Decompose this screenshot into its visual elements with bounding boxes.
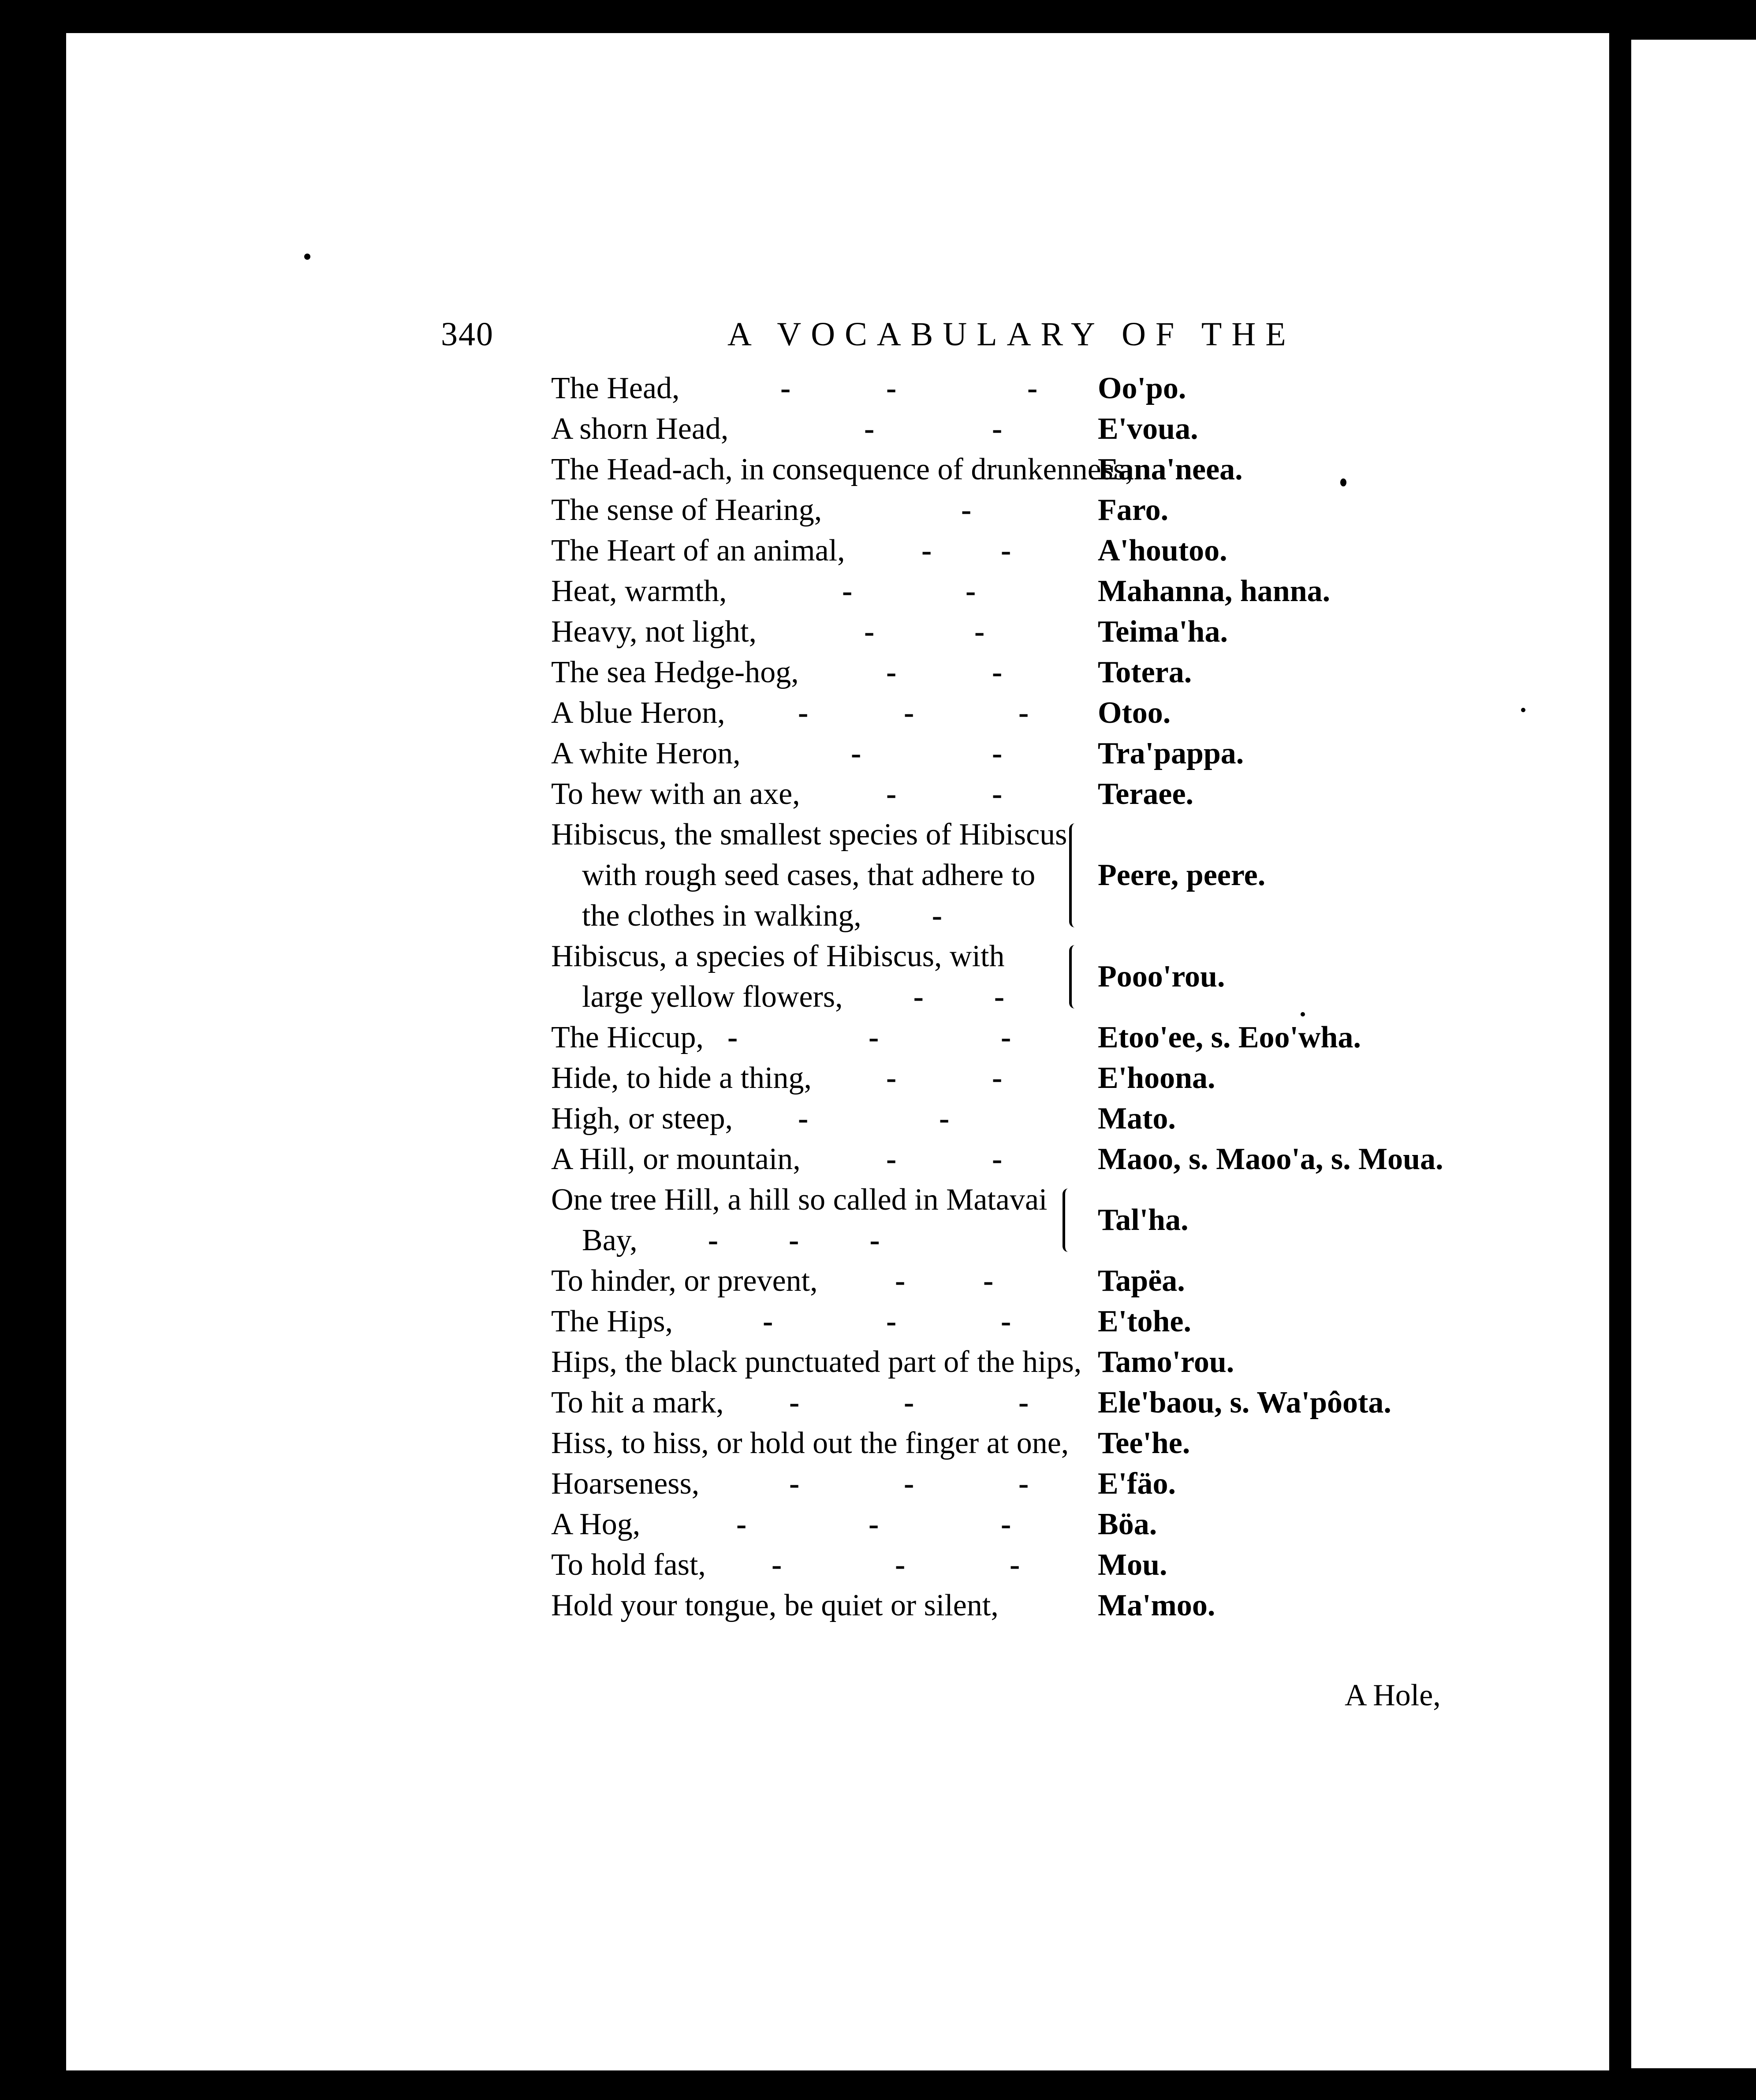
english-term: To hew with an axe, bbox=[551, 777, 800, 811]
english-term: A white Heron, bbox=[551, 736, 741, 770]
ink-speck bbox=[1521, 708, 1525, 712]
tahitian-term: Ma'moo. bbox=[1098, 1588, 1215, 1622]
tahitian-term: Tamo'rou. bbox=[1098, 1345, 1234, 1379]
ink-speck bbox=[304, 254, 310, 260]
english-term: A blue Heron, bbox=[551, 696, 725, 730]
english-term-line: Bay, - - - bbox=[582, 1223, 880, 1257]
list-item bbox=[551, 1342, 1477, 1383]
list-item: Heat, warmth, - - Mahanna, hanna. bbox=[551, 571, 1477, 612]
tahitian-term: Otoo. bbox=[1098, 696, 1171, 730]
brace bbox=[1069, 823, 1081, 927]
english-term-line: Hibiscus, the smallest species of Hibiscus bbox=[551, 818, 1067, 852]
list-item: High, or steep, - - Mato. bbox=[551, 1099, 1477, 1139]
list-item: The Hiccup, - - - Etoo'ee, s. Eoo'wha. bbox=[551, 1017, 1477, 1058]
list-item: A blue Heron, - - - Otoo. bbox=[551, 693, 1477, 733]
english-term: Hide, to hide a thing, bbox=[551, 1061, 812, 1095]
list-item: The Heart of an animal, - - A'houtoo. bbox=[551, 531, 1477, 571]
english-term: Hold your tongue, be quiet or silent, bbox=[551, 1588, 999, 1622]
tahitian-term: Mou. bbox=[1098, 1548, 1167, 1582]
list-item bbox=[551, 1423, 1477, 1464]
english-term-line: Hibiscus, a species of Hibiscus, with bbox=[551, 939, 1005, 973]
list-item: The Hips, - - - E'tohe. bbox=[551, 1301, 1477, 1342]
english-term: The Hiccup, bbox=[551, 1020, 704, 1054]
tahitian-term: Oo'po. bbox=[1098, 371, 1186, 405]
english-term: High, or steep, bbox=[551, 1102, 733, 1136]
brace bbox=[1069, 945, 1081, 1009]
list-item: A shorn Head, - - E'voua. bbox=[551, 409, 1477, 449]
list-item: The sea Hedge-hog, - - Totera. bbox=[551, 652, 1477, 693]
tahitian-term: Böa. bbox=[1098, 1507, 1157, 1541]
list-item: To hit a mark, - - - Ele'baou, s. Wa'pôota. bbox=[551, 1383, 1477, 1423]
tahitian-term: Faro. bbox=[1098, 493, 1169, 527]
list-item-hibiscus-yellow bbox=[551, 936, 1477, 1017]
tahitian-term: Tra'pappa. bbox=[1098, 736, 1244, 770]
tahitian-term: E'hoona. bbox=[1098, 1061, 1215, 1095]
tahitian-term: Maoo, s. Maoo'a, s. Moua. bbox=[1098, 1142, 1443, 1176]
english-term: Hiss, to hiss, or hold out the finger at one, bbox=[551, 1426, 1069, 1460]
english-term: A shorn Head, bbox=[551, 412, 729, 446]
tahitian-term: E'fäo. bbox=[1098, 1467, 1176, 1501]
english-term: To hit a mark, bbox=[551, 1386, 724, 1420]
tahitian-term: Teraee. bbox=[1098, 777, 1194, 811]
catchword: A Hole, bbox=[1345, 1678, 1441, 1712]
list-item bbox=[551, 1585, 1477, 1626]
list-item bbox=[551, 449, 1477, 490]
english-term-line: One tree Hill, a hill so called in Matavai bbox=[551, 1183, 1048, 1217]
english-term: A Hill, or mountain, bbox=[551, 1142, 801, 1176]
tahitian-term: Totera. bbox=[1098, 655, 1192, 689]
english-term-line: large yellow flowers, - - bbox=[582, 980, 1005, 1014]
ink-speck bbox=[1301, 1012, 1305, 1016]
english-term: The Head-ach, in consequence of drunkenness, bbox=[551, 452, 1133, 486]
tahitian-term: Eana'neea. bbox=[1098, 452, 1243, 486]
english-term: Heat, warmth, bbox=[551, 574, 727, 608]
list-item: A white Heron, - - Tra'pappa. bbox=[551, 733, 1477, 774]
list-item: The sense of Hearing, - Faro. bbox=[551, 490, 1477, 531]
list-item-hibiscus-small bbox=[551, 815, 1477, 936]
tahitian-term: Etoo'ee, s. Eoo'wha. bbox=[1098, 1020, 1361, 1054]
list-item: The Head, - - - Oo'po. bbox=[551, 368, 1477, 409]
list-item: Heavy, not light, - - Teima'ha. bbox=[551, 612, 1477, 652]
tahitian-term: Peere, peere. bbox=[1098, 858, 1266, 892]
english-term: Hoarseness, bbox=[551, 1467, 700, 1501]
list-item: To hew with an axe, - - Teraee. bbox=[551, 774, 1477, 815]
list-item: To hinder, or prevent, - - Tapëa. bbox=[551, 1261, 1477, 1301]
tahitian-term: Mato. bbox=[1098, 1102, 1176, 1136]
english-term: A Hog, bbox=[551, 1507, 641, 1541]
tahitian-term: Mahanna, hanna. bbox=[1098, 574, 1331, 608]
tahitian-term: Teima'ha. bbox=[1098, 615, 1228, 649]
tahitian-term: Pooo'rou. bbox=[1098, 960, 1225, 994]
tahitian-term: Tal'ha. bbox=[1098, 1203, 1189, 1237]
english-term-line: with rough seed cases, that adhere to bbox=[582, 858, 1036, 892]
english-term: The sense of Hearing, bbox=[551, 493, 822, 527]
running-title: A VOCABULARY OF THE bbox=[727, 316, 1296, 353]
tahitian-term: Tee'he. bbox=[1098, 1426, 1190, 1460]
english-term: Hips, the black punctuated part of the hips, bbox=[551, 1345, 1082, 1379]
tahitian-term: Tapëa. bbox=[1098, 1264, 1185, 1298]
english-term: To hold fast, bbox=[551, 1548, 706, 1582]
list-item: Hoarseness, - - - E'fäo. bbox=[551, 1464, 1477, 1504]
list-item: A Hog, - - - Böa. bbox=[551, 1504, 1477, 1545]
english-term: The Heart of an animal, bbox=[551, 534, 845, 568]
list-item: To hold fast, - - - Mou. bbox=[551, 1545, 1477, 1585]
english-term: The Head, bbox=[551, 371, 680, 405]
list-item: Hide, to hide a thing, - - E'hoona. bbox=[551, 1058, 1477, 1099]
ink-speck bbox=[1340, 478, 1346, 486]
english-term: The sea Hedge-hog, bbox=[551, 655, 799, 689]
tahitian-term: A'houtoo. bbox=[1098, 534, 1227, 568]
english-term: To hinder, or prevent, bbox=[551, 1264, 818, 1298]
english-term: Heavy, not light, bbox=[551, 615, 757, 649]
tahitian-term: E'tohe. bbox=[1098, 1304, 1191, 1338]
english-term: The Hips, bbox=[551, 1304, 673, 1338]
vocabulary-list bbox=[551, 368, 1477, 1626]
book-page bbox=[66, 33, 1609, 2070]
facing-page-edge bbox=[1631, 40, 1756, 2068]
list-item-one-tree-hill bbox=[551, 1180, 1477, 1261]
tahitian-term: Ele'baou, s. Wa'pôota. bbox=[1098, 1386, 1391, 1420]
list-item: A Hill, or mountain, - - Maoo, s. Maoo'a, s. Moua. bbox=[551, 1139, 1477, 1180]
brace bbox=[1063, 1188, 1074, 1252]
page-number: 340 bbox=[441, 316, 494, 353]
english-term-line: the clothes in walking, - bbox=[582, 899, 943, 933]
tahitian-term: E'voua. bbox=[1098, 412, 1198, 446]
